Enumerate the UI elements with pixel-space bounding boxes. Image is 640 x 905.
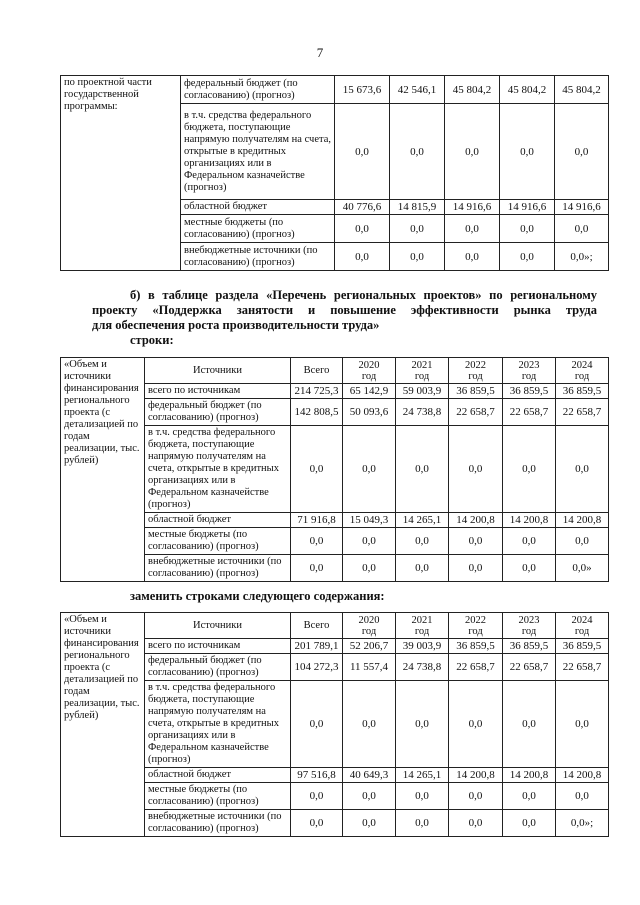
old-table-label: «Объем и источники финансирования регионального проекта (с детализацией по годам реализации, тыс. рублей) [61,358,145,582]
header-year: 2020 год [343,358,396,384]
value-cell: 201 789,1 [291,639,343,654]
value-cell: 22 658,7 [449,399,503,426]
value-cell: 36 859,5 [556,384,609,399]
page-number: 7 [316,45,324,60]
header-year: 2020 год [343,613,396,639]
paragraph-b-line-1: б) в таблице раздела «Перечень региональных проектов» по региональному [130,288,597,302]
value-cell: 14 916,6 [555,200,609,215]
value-cell: 36 859,5 [503,384,556,399]
paragraph-b-line-3: для обеспечения роста производительности труда» [92,318,380,332]
value-cell: 11 557,4 [343,654,396,681]
header-year: 2024 год [556,613,609,639]
value-cell: 24 738,8 [396,654,449,681]
value-cell: 14 265,1 [396,768,449,783]
value-cell: 0,0 [390,215,445,243]
value-cell: 0,0 [335,104,390,200]
value-cell: 22 658,7 [503,399,556,426]
source-cell: местные бюджеты (по согласованию) (прогноз) [145,528,291,555]
top-table-label: по проектной части государственной программы: [61,76,181,271]
value-cell: 0,0 [396,555,449,582]
source-cell: федеральный бюджет (по согласованию) (прогноз) [145,654,291,681]
value-cell: 0,0 [291,426,343,513]
source-cell: всего по источникам [145,639,291,654]
replace-label: заменить строками следующего содержания: [130,589,385,603]
value-cell: 0,0 [449,528,503,555]
value-cell: 40 649,3 [343,768,396,783]
value-cell: 0,0 [343,783,396,810]
paragraph-b [92,288,597,348]
value-cell: 0,0 [500,215,555,243]
value-cell: 0,0 [555,215,609,243]
value-cell: 97 516,8 [291,768,343,783]
value-cell: 0,0 [396,426,449,513]
source-cell: в т.ч. средства федерального бюджета, поступающие напрямую получателям на счета, открытые в кредитных организациях или в Федеральном казначействе (прогноз) [145,426,291,513]
value-cell: 0,0 [445,243,500,271]
value-cell: 15 673,6 [335,76,390,104]
value-cell: 0,0 [291,555,343,582]
rows-label: строки: [130,333,174,347]
source-cell: в т.ч. средства федерального бюджета, поступающие напрямую получателям на счета, открытые в кредитных организациях или в Федеральном казначействе (прогноз) [145,681,291,768]
value-cell: 0,0 [343,810,396,837]
value-cell: 0,0»; [555,243,609,271]
value-cell: 22 658,7 [556,654,609,681]
value-cell: 59 003,9 [396,384,449,399]
header-year: 2023 год [503,613,556,639]
source-cell: всего по источникам [145,384,291,399]
old-financing-table [60,357,609,582]
source-cell: областной бюджет [181,200,335,215]
top-financing-table [60,75,609,271]
value-cell: 22 658,7 [449,654,503,681]
value-cell: 0,0 [396,783,449,810]
value-cell: 0,0 [503,810,556,837]
value-cell: 0,0 [503,426,556,513]
value-cell: 52 206,7 [343,639,396,654]
value-cell: 14 200,8 [503,768,556,783]
value-cell: 36 859,5 [449,384,503,399]
value-cell: 0,0»; [556,810,609,837]
source-cell: внебюджетные источники (по согласованию) (прогноз) [181,243,335,271]
source-cell: местные бюджеты (по согласованию) (прогноз) [145,783,291,810]
header-year: 2023 год [503,358,556,384]
value-cell: 14 815,9 [390,200,445,215]
value-cell: 71 916,8 [291,513,343,528]
value-cell: 36 859,5 [556,639,609,654]
value-cell: 0,0 [396,810,449,837]
value-cell: 0,0 [291,681,343,768]
value-cell: 142 808,5 [291,399,343,426]
value-cell: 0,0 [556,426,609,513]
value-cell: 24 738,8 [396,399,449,426]
value-cell: 104 272,3 [291,654,343,681]
header-year: 2022 год [449,358,503,384]
value-cell: 0,0 [445,104,500,200]
value-cell: 0,0 [503,681,556,768]
value-cell: 0,0 [555,104,609,200]
value-cell: 14 916,6 [500,200,555,215]
header-year: 2024 год [556,358,609,384]
value-cell: 0,0 [343,681,396,768]
source-cell: внебюджетные источники (по согласованию) (прогноз) [145,810,291,837]
value-cell: 0,0 [556,783,609,810]
value-cell: 40 776,6 [335,200,390,215]
source-cell: федеральный бюджет (по согласованию) (прогноз) [145,399,291,426]
value-cell: 39 003,9 [396,639,449,654]
header-year: 2021 год [396,358,449,384]
value-cell: 14 916,6 [445,200,500,215]
value-cell: 0,0 [503,783,556,810]
value-cell: 14 200,8 [449,768,503,783]
value-cell: 14 200,8 [556,513,609,528]
source-cell: в т.ч. средства федерального бюджета, поступающие напрямую получателям на счета, открытые в кредитных организациях или в Федеральном казначействе (прогноз) [181,104,335,200]
value-cell: 22 658,7 [556,399,609,426]
value-cell: 214 725,3 [291,384,343,399]
new-financing-table [60,612,609,837]
value-cell: 0,0 [556,528,609,555]
value-cell: 42 546,1 [390,76,445,104]
value-cell: 36 859,5 [503,639,556,654]
paragraph-b-line-2: проекту «Поддержка занятости и повышение эффективности рынка труда [92,303,597,317]
value-cell: 0,0 [503,555,556,582]
value-cell: 45 804,2 [445,76,500,104]
value-cell: 0,0 [500,243,555,271]
value-cell: 15 049,3 [343,513,396,528]
source-cell: внебюджетные источники (по согласованию) (прогноз) [145,555,291,582]
source-cell: областной бюджет [145,513,291,528]
value-cell: 14 200,8 [556,768,609,783]
header-sources: Источники [145,358,291,384]
value-cell: 0,0 [291,783,343,810]
value-cell: 0,0 [343,426,396,513]
value-cell: 0,0 [396,681,449,768]
value-cell: 0,0 [449,555,503,582]
value-cell: 0,0 [503,528,556,555]
value-cell: 14 200,8 [449,513,503,528]
value-cell: 36 859,5 [449,639,503,654]
value-cell: 45 804,2 [500,76,555,104]
value-cell: 0,0 [335,243,390,271]
value-cell: 0,0 [500,104,555,200]
value-cell: 14 265,1 [396,513,449,528]
header-sources: Источники [145,613,291,639]
value-cell: 0,0 [335,215,390,243]
value-cell: 0,0» [556,555,609,582]
value-cell: 65 142,9 [343,384,396,399]
value-cell: 0,0 [343,528,396,555]
value-cell: 0,0 [445,215,500,243]
value-cell: 0,0 [343,555,396,582]
value-cell: 45 804,2 [555,76,609,104]
value-cell: 0,0 [390,243,445,271]
source-cell: областной бюджет [145,768,291,783]
value-cell: 0,0 [390,104,445,200]
value-cell: 0,0 [449,783,503,810]
value-cell: 22 658,7 [503,654,556,681]
value-cell: 0,0 [449,681,503,768]
value-cell: 0,0 [556,681,609,768]
header-year: 2021 год [396,613,449,639]
value-cell: 50 093,6 [343,399,396,426]
new-table-label: «Объем и источники финансирования регионального проекта (с детализацией по годам реализации, тыс. рублей) [61,613,145,837]
source-cell: местные бюджеты (по согласованию) (прогноз) [181,215,335,243]
header-total: Всего [291,358,343,384]
header-total: Всего [291,613,343,639]
value-cell: 14 200,8 [503,513,556,528]
value-cell: 0,0 [291,528,343,555]
source-cell: федеральный бюджет (по согласованию) (прогноз) [181,76,335,104]
value-cell: 0,0 [449,810,503,837]
value-cell: 0,0 [396,528,449,555]
value-cell: 0,0 [449,426,503,513]
header-year: 2022 год [449,613,503,639]
value-cell: 0,0 [291,810,343,837]
